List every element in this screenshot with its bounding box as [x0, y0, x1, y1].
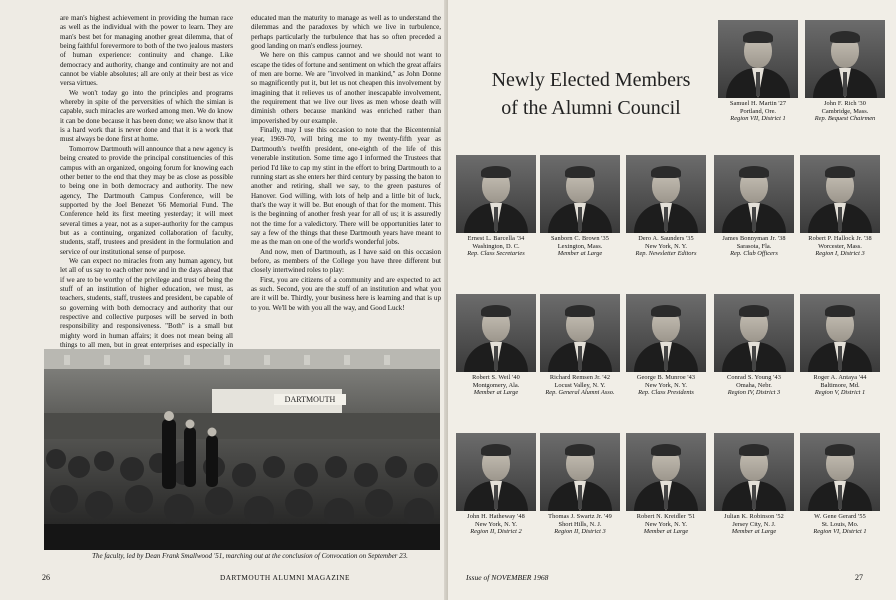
member-caption	[794, 513, 886, 536]
member-caption	[534, 513, 626, 536]
member-caption	[620, 235, 712, 258]
member-name: James Bonnyman Jr. '38	[722, 235, 786, 242]
member-role: Member at Large	[557, 250, 603, 258]
member-caption	[712, 100, 804, 123]
text-column-2	[251, 14, 441, 313]
member-portrait	[626, 155, 706, 233]
member-caption	[534, 374, 626, 397]
member-caption	[708, 374, 800, 397]
member-caption	[799, 100, 891, 123]
member-city: Omaha, Nebr.	[736, 381, 772, 389]
member-caption	[620, 374, 712, 397]
dartmouth-banner: DARTMOUTH	[284, 395, 336, 404]
member-city: Worcester, Mass.	[818, 242, 862, 250]
member-role: Member at Large	[731, 528, 777, 536]
member-caption	[794, 374, 886, 397]
member-city: Cambridge, Mass.	[821, 107, 869, 115]
member-city: Lexington, Mass.	[557, 242, 603, 250]
paragraph: Tomorrow Dartmouth will announce that a new agency is being created to provide the principal constituencies of this campus with an organized, ongoing forum for knowing each other better to the end that they may be as close as possible to being one in both democracy and authority. The new agency, The Dartmouth Campus Conference, will be supported by the Joel Benezet '66 Memorial Fund. The Conference held its first meeting yesterday; it will meet several times a year, not as a super-authority for the campus but as a continuing, organized collaboration of faculty, students, staff, trustees and president in the formulation and service of our institutional sense of purpose.	[60, 144, 233, 256]
photo-caption: The faculty, led by Dean Frank Smallwood '51, marching out at the conclusion of Convocation on September 23.	[92, 552, 408, 560]
member-name: Thomas J. Swartz Jr. '49	[548, 513, 612, 520]
member-city: Short Hills, N. J.	[558, 520, 602, 528]
member-portrait	[800, 155, 880, 233]
member-role: Rep. General Alumni Asso.	[545, 389, 615, 397]
member-city: New York, N. Y.	[644, 242, 688, 250]
member-caption	[620, 513, 712, 536]
member-name: Robert P. Hallock Jr. '38	[808, 235, 872, 242]
member-name: Dero A. Saunders '35	[638, 235, 694, 242]
member-portrait	[714, 294, 794, 372]
issue-date: Issue of NOVEMBER 1968	[466, 573, 549, 582]
member-name: Roger A. Antaya '44	[813, 374, 867, 381]
member-portrait	[626, 433, 706, 511]
member-role: Member at Large	[643, 528, 689, 536]
member-portrait	[805, 20, 885, 98]
paragraph: Finally, may I use this occasion to note that the Bicentennial year, 1969-70, will bring me to my twenty-fifth year as Dartmouth's twelfth president, one-eighth of the life of this venerable institution. Some time ago I informed the Trustees that period I'd like to cap my stint in the effort to bring Dartmouth to a running start as she enters her third century by passing the baton to another and retiring, shall we say, to the green pastures of Hanover. God willing, with lots of help and a little bit of luck, that's the way it will be. But enough of that for the moment. This is the beginning of another fresh year for all of us; it is assuredly not the time for a valedictory. There will be opportunities later to say a few of the things that these Dartmouth years have meant to me as the man on one of the world's wonderful jobs.	[251, 126, 441, 247]
member-portrait	[540, 294, 620, 372]
member-city: New York, N. Y.	[644, 381, 688, 389]
member-city: New York, N. Y.	[644, 520, 688, 528]
member-role: Rep. Class Secretaries	[467, 250, 525, 258]
member-name: Samuel H. Martin '27	[729, 100, 787, 107]
member-name: Conrad S. Young '43	[727, 374, 781, 381]
page-title	[486, 66, 696, 122]
member-portrait	[714, 155, 794, 233]
member-role: Region VI, District 1	[813, 528, 867, 536]
member-portrait	[456, 433, 536, 511]
member-role: Region V, District 1	[814, 389, 866, 397]
member-name: Richard Remsen Jr. '42	[549, 374, 611, 381]
magazine-name: DARTMOUTH ALUMNI MAGAZINE	[220, 573, 351, 582]
member-caption	[450, 374, 542, 397]
convocation-photo	[44, 349, 440, 550]
member-portrait	[540, 433, 620, 511]
member-role: Rep. Club Officers	[730, 250, 778, 258]
member-name: Robert S. Weil '40	[472, 374, 520, 381]
member-role: Member at Large	[473, 389, 519, 397]
paragraph: First, you are citizens of a community and are expected to act as such. Second, you are the stuff of an institution and what you are it will be. Thirdly, your business here is learning and that is up to you. We'll be with you all the way, and Good Luck!	[251, 275, 441, 312]
member-city: Portland, Ore.	[739, 107, 777, 115]
member-caption	[794, 235, 886, 258]
member-city: St. Louis, Mo.	[821, 520, 859, 528]
member-name: John H. Hatheway '48	[467, 513, 525, 520]
member-city: Locust Valley, N. Y.	[554, 381, 606, 389]
member-name: Sanborn C. Brown '35	[550, 235, 610, 242]
member-portrait	[800, 433, 880, 511]
member-portrait	[718, 20, 798, 98]
paragraph: We won't today go into the principles and programs whereby in spite of the perversities of which the simian is capable, such miracles are worked among men. We do know it can be done because it has been done; we also know that it is a hard work that is never done and that it is a work that must always be done first at home.	[60, 88, 233, 144]
paragraph: educated man the maturity to manage as well as to understand the dilemmas and the paradoxes by which we live in turbulence, perhaps particularly the turbulence that has so often preceded a good landing on man's endless journey.	[251, 14, 441, 51]
paragraph: We here on this campus cannot and we should not want to escape the tides of fortune and sentiment on which the great affairs of men are borne. We are "involved in mankind," as John Donne so magnificently put it, but let us not cheapen this involvement by imagining that it relieves us of another inescapable involvement, the requirement that we live our lives as men whose death will diminish others because mankind was enriched rather than impoverished by our example.	[251, 51, 441, 125]
member-city: Baltimore, Md.	[820, 381, 860, 389]
page-number-left: 26	[42, 573, 50, 582]
member-caption	[450, 235, 542, 258]
convocation-photo-image	[44, 349, 440, 550]
member-role: Region II, District 3	[554, 528, 606, 536]
member-portrait	[456, 294, 536, 372]
member-role: Region IV, District 3	[727, 389, 781, 397]
member-caption	[450, 513, 542, 536]
member-role: Region I, District 3	[815, 250, 865, 258]
member-portrait	[540, 155, 620, 233]
member-city: Montgomery, Ala.	[472, 381, 520, 389]
member-caption	[708, 235, 800, 258]
text-column-1	[60, 14, 233, 360]
member-role: Region II, District 2	[470, 528, 522, 536]
member-caption	[708, 513, 800, 536]
paragraph: are man's highest achievement in providing the human race as well as the individual with the power to learn. They are man's best bet for managing another great dilemma, that of being faithful forevermore to both of the two jealous masters of human experience: continuity and change. Like democracy and authority, change and continuity are not and cannot be viable absolutes; all are only at their best as vice versa virtues.	[60, 14, 233, 88]
paragraph: We can expect no miracles from any human agency, but let all of us say to each other now and in the days ahead that if we are to be worthy of the privilege and trust of being the stuff of an institution of higher education, we must, as teachers, students, staff, trustees and president, be capable of so governing with both democracy and authority that our respective and collective purposes will be served in both responsibility and responsiveness. "Both" is a small but mighty word in human affairs; it does not mean being all things to all men, but in great enterprises and especially in	[60, 256, 233, 350]
member-role: Rep. Newsletter Editors	[635, 250, 697, 258]
member-city: New York, N. Y.	[474, 520, 518, 528]
member-name: W. Gene Gerard '55	[814, 513, 866, 520]
member-caption	[534, 235, 626, 258]
member-name: Robert N. Kreidler '51	[636, 513, 696, 520]
member-city: Sarasota, Fla.	[736, 242, 772, 250]
page-number-right: 27	[855, 573, 863, 582]
member-city: Washington, D. C.	[472, 242, 520, 250]
member-role: Rep. Bequest Chairmen	[814, 115, 876, 123]
title-line-1: Newly Elected Members	[491, 69, 691, 91]
member-role: Rep. Class Presidents	[638, 389, 694, 397]
member-name: George B. Munroe '43	[636, 374, 696, 381]
member-portrait	[626, 294, 706, 372]
member-portrait	[714, 433, 794, 511]
member-portrait	[800, 294, 880, 372]
member-city: Jersey City, N. J.	[732, 520, 776, 528]
member-portrait	[456, 155, 536, 233]
title-line-2: of the Alumni Council	[501, 97, 681, 119]
paragraph: And now, men of Dartmouth, as I have said on this occasion before, as members of the College you have three different but closely intertwined roles to play:	[251, 247, 441, 275]
member-name: John F. Rich '30	[823, 100, 867, 107]
member-role: Region VII, District 1	[730, 115, 786, 123]
member-name: Ernest L. Barcella '34	[467, 235, 525, 242]
member-name: Julian K. Robinson '52	[724, 513, 784, 520]
